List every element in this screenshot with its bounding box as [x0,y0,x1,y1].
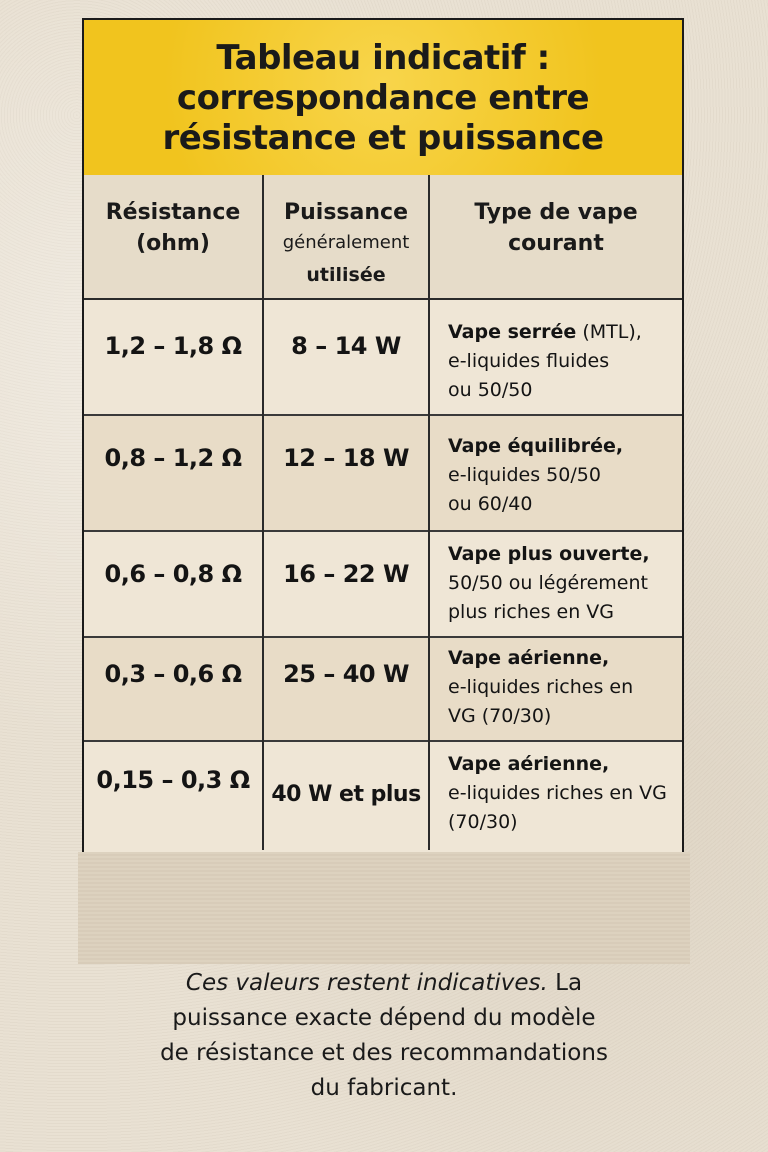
row-type-line2: e-liquides riches en VG [448,782,667,804]
row-type-line3: VG (70/30) [448,705,552,727]
table-row [84,638,682,742]
table-row [84,742,682,852]
row-type-bold: Vape plus ouverte, [448,543,650,565]
row-type-after: (MTL), [576,321,642,343]
row-type-line3: plus riches en VG [448,601,615,623]
row-type-bold: Vape aérienne, [448,753,610,775]
footnote-line1 [120,966,648,1001]
row-type-line2: e-liquides 50/50 [448,464,601,486]
header-puissance-line2: généralement [282,232,410,253]
row-resistance: 0,3 – 0,6 Ω [104,660,242,688]
footnote-line1-rest: La [547,970,583,996]
blank-band [78,852,690,964]
title-line-2: correspondance entre [176,77,590,118]
row-puissance: 12 – 18 W [283,444,409,472]
row-resistance: 0,6 – 0,8 Ω [104,560,242,588]
header-puissance [264,175,428,300]
row-puissance: 8 – 14 W [291,332,401,360]
footnote-line2: puissance exacte dépend du modèle [172,1005,596,1031]
row-type [448,644,674,731]
table-row [84,302,682,416]
header-resistance-line2: (ohm) [136,231,210,256]
row-resistance: 1,2 – 1,8 Ω [104,332,242,360]
row-type [448,750,674,837]
row-puissance: 16 – 22 W [283,560,409,588]
row-type-line2: 50/50 ou légérement [448,572,648,594]
title-line-1: Tableau indicatif : [216,37,550,78]
row-puissance: 40 W et plus [271,782,421,807]
row-type [448,540,674,627]
title-banner [84,20,682,177]
column-divider [428,175,430,850]
row-type-bold: Vape serrée [448,321,577,343]
title-line-3: résistance et puissance [162,117,604,158]
table-row [84,416,682,532]
row-resistance: 0,15 – 0,3 Ω [96,766,250,794]
footnote-line3: de résistance et des recommandations [160,1040,608,1066]
footnote-italic: Ces valeurs restent indicatives. [185,970,548,996]
header-puissance-line1: Puissance [284,200,408,225]
row-type-line2: e-liquides fluides [448,350,610,372]
row-resistance: 0,8 – 1,2 Ω [104,444,242,472]
row-type-line3: ou 50/50 [448,379,533,401]
header-type-line1: Type de vape [474,200,638,225]
footnote [120,966,648,1106]
row-type-line3: ou 60/40 [448,493,533,515]
row-type [448,432,674,519]
row-type-bold: Vape équilibrée, [448,435,624,457]
table-row [84,532,682,638]
row-type-line3: (70/30) [448,811,518,833]
header-type-line2: courant [508,231,604,256]
row-type-line2: e-liquides riches en [448,676,634,698]
row-puissance: 25 – 40 W [283,660,409,688]
header-type [430,175,682,300]
header-resistance-line1: Résistance [105,200,241,225]
header-puissance-line3: utilisée [306,264,386,286]
header-resistance [84,175,262,300]
reference-table [82,18,684,852]
row-type [448,318,674,405]
row-type-bold: Vape aérienne, [448,647,610,669]
footnote-line4: du fabricant. [310,1075,458,1101]
column-divider [262,175,264,850]
